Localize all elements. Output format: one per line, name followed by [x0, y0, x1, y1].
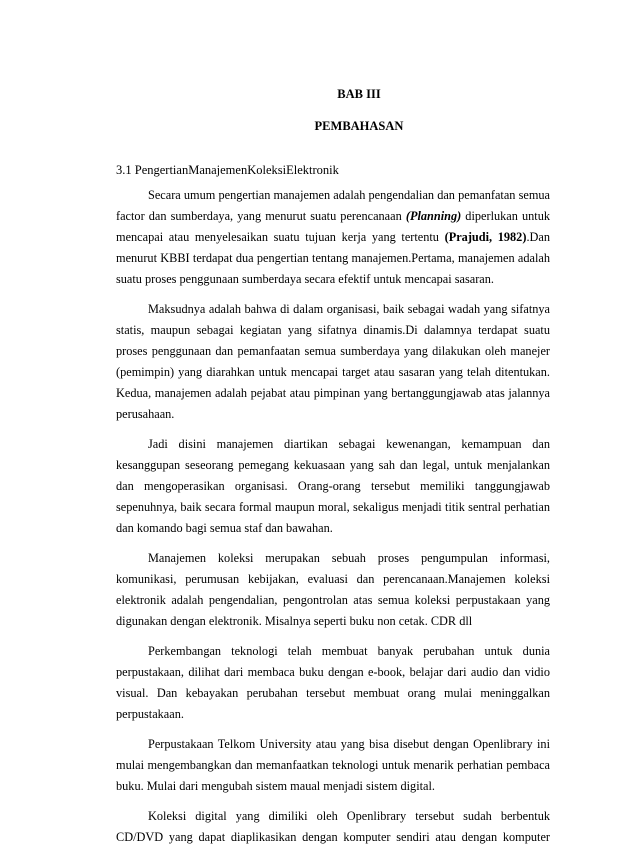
- paragraph-1-text-b: diperlukan untuk mencapai atau menyelesaikan suatu tujuan kerja yang tertentu: [116, 208, 550, 244]
- planning-emphasis: (Planning): [405, 208, 462, 223]
- paragraph-1-text-c: .Dan menurut KBBI terdapat dua pengertian tentang manajemen.Pertama, manajemen adalah suatu proses penggunaan sumberdaya secara efektif untuk mencapai sasaran.: [116, 229, 550, 286]
- citation-prajudi: (Prajudi, 1982): [444, 229, 527, 244]
- section-heading: 3.1 PengertianManajemenKoleksiElektronik: [116, 163, 339, 177]
- paragraph-3: Jadi disini manajemen diartikan sebagai kewenangan, kemampuan dan kesanggupan seseorang pemegang kekuasaan yang sah dan legal, untuk menjalankan dan mengoperasikan organisasi. Orang-orang tersebut memiliki tanggungjawab sepenuhnya, baik secara formal maupun moral, sekaligus menjadi titik sentral perhatian dan komando bagi semua staf dan bawahan.: [116, 436, 550, 535]
- paragraph-1-text-a: Secara umum pengertian manajemen adalah pengendalian dan pemanfatan semua factor dan sumberdaya, yang menurut suatu perencanaan: [116, 188, 550, 223]
- paragraph-4: Manajemen koleksi merupakan sebuah proses pengumpulan informasi, komunikasi, perumusan kebijakan, evaluasi dan perencanaan.Manajemen koleksi elektronik adalah pengendalian, pengontrolan atas semua koleksi perpustakaan yang digunakan dengan elektronik. Misalnya seperti buku non cetak. CDR dll: [116, 551, 550, 628]
- paragraph-5: Perkembangan teknologi telah membuat banyak perubahan untuk dunia perpustakaan, dilihat dari membaca buku dengan e-book, belajar dari audio dan vidio visual. Dan kebayakan perubahan tersebut membuat orang mulai meninggalkan perpustakaan.: [116, 644, 550, 721]
- paragraph-6: Perpustakaan Telkom University atau yang bisa disebut dengan Openlibrary ini mulai mengembangkan dan memanfaatkan teknologi untuk menarik perhatian pembaca buku. Mulai dari mengubah sistem maual menjadi sistem digital.: [116, 737, 550, 794]
- paragraph-1: [116, 185, 550, 290]
- chapter-title: PEMBAHASAN: [314, 119, 404, 133]
- chapter-number: BAB III: [337, 87, 381, 101]
- paragraph-2: Maksudnya adalah bahwa di dalam organisasi, baik sebagai wadah yang sifatnya statis, maupun sebagai kegiatan yang sifatnya dinamis.Di dalamnya terdapat suatu proses penggunaan dan pemanfaatan semua sumberdaya yang dilakukan oleh manejer (pemimpin) yang diarahkan untuk mencapai target atau sasaran yang telah ditentukan. Kedua, manajemen adalah pejabat atau pimpinan yang bertanggungjawab atas jalannya perusahaan.: [116, 302, 550, 421]
- paragraph-7: Koleksi digital yang dimiliki oleh Openlibrary tersebut sudah berbentuk CD/DVD yang dapat diaplikasikan dengan komputer sendiri atau dengan komputer: [116, 809, 550, 845]
- body-text: [116, 185, 550, 858]
